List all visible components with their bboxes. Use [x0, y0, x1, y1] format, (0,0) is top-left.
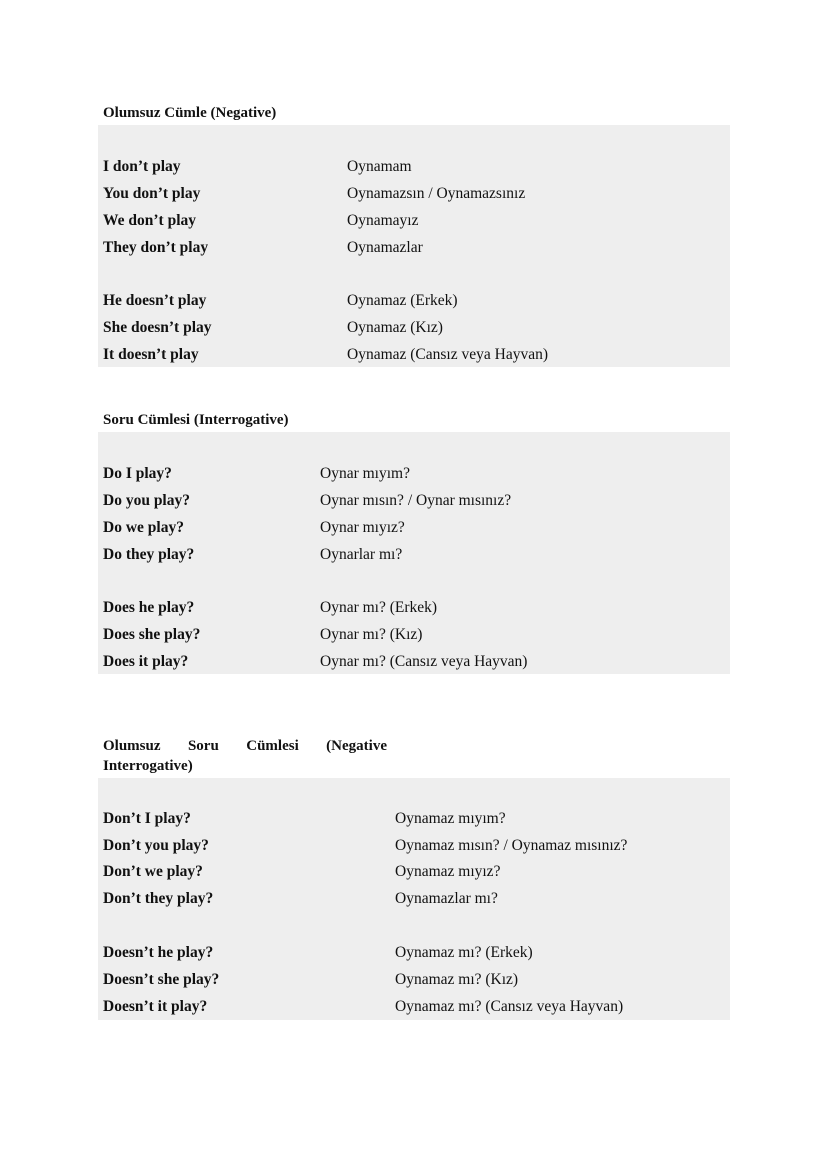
- turkish-translation: Oynamam: [347, 158, 412, 175]
- table-row: [98, 460, 730, 487]
- english-phrase: Don’t you play?: [103, 837, 209, 854]
- turkish-translation: Oynar mıyım?: [320, 465, 410, 482]
- english-phrase: You don’t play: [103, 185, 201, 202]
- table-row: [98, 885, 730, 912]
- turkish-translation: Oynamazsın / Oynamazsınız: [347, 185, 526, 202]
- english-phrase: She doesn’t play: [103, 319, 212, 336]
- english-phrase: It doesn’t play: [103, 346, 199, 363]
- english-phrase: Does it play?: [103, 653, 189, 670]
- table-row: [98, 621, 730, 648]
- section-heading-negative-interrogative: Olumsuz Soru Cümlesi (Negative Interrogative): [103, 738, 387, 774]
- table-row: [98, 993, 730, 1020]
- turkish-translation: Oynarlar mı?: [320, 546, 403, 563]
- turkish-translation: Oynamaz mı? (Erkek): [395, 944, 533, 961]
- table-row: [98, 939, 730, 966]
- english-phrase: Do they play?: [103, 546, 195, 563]
- english-phrase: He doesn’t play: [103, 292, 207, 309]
- conjugation-panel-negative-interrogative: [98, 778, 730, 1020]
- english-phrase: Doesn’t he play?: [103, 944, 214, 961]
- english-phrase: Doesn’t she play?: [103, 971, 220, 988]
- table-row: [98, 594, 730, 621]
- section-heading-interrogative: Soru Cümlesi (Interrogative): [103, 412, 289, 428]
- section-heading-negative: Olumsuz Cümle (Negative): [103, 105, 277, 121]
- english-phrase: They don’t play: [103, 239, 209, 256]
- turkish-translation: Oynar mı? (Erkek): [320, 599, 438, 616]
- turkish-translation: Oynamaz mıyız?: [395, 863, 501, 880]
- english-phrase: Don’t they play?: [103, 890, 214, 907]
- turkish-translation: Oynamaz mıyım?: [395, 810, 506, 827]
- turkish-translation: Oynamaz mı? (Cansız veya Hayvan): [395, 998, 624, 1015]
- table-row: [98, 966, 730, 993]
- table-row: [98, 541, 730, 568]
- english-phrase: Do we play?: [103, 519, 184, 536]
- turkish-translation: Oynamaz mı? (Kız): [395, 971, 519, 988]
- table-row: [98, 180, 730, 207]
- turkish-translation: Oynar mı? (Cansız veya Hayvan): [320, 653, 528, 670]
- turkish-translation: Oynamaz (Cansız veya Hayvan): [347, 346, 548, 363]
- table-row: [98, 514, 730, 541]
- table-row: [98, 648, 730, 675]
- table-row: [98, 287, 730, 314]
- table-row: [98, 207, 730, 234]
- table-row: [98, 234, 730, 261]
- english-phrase: I don’t play: [103, 158, 181, 175]
- english-phrase: Does she play?: [103, 626, 201, 643]
- table-row: [98, 858, 730, 885]
- conjugation-panel-negative: [98, 125, 730, 367]
- english-phrase: Do you play?: [103, 492, 190, 509]
- turkish-translation: Oynamayız: [347, 212, 419, 229]
- turkish-translation: Oynamaz (Erkek): [347, 292, 458, 309]
- table-row: [98, 314, 730, 341]
- english-phrase: Don’t we play?: [103, 863, 203, 880]
- english-phrase: We don’t play: [103, 212, 197, 229]
- turkish-translation: Oynamaz mısın? / Oynamaz mısınız?: [395, 837, 628, 854]
- turkish-translation: Oynar mı? (Kız): [320, 626, 423, 643]
- english-phrase: Doesn’t it play?: [103, 998, 208, 1015]
- table-row: [98, 832, 730, 859]
- english-phrase: Does he play?: [103, 599, 195, 616]
- table-row: [98, 487, 730, 514]
- turkish-translation: Oynamazlar: [347, 239, 423, 256]
- english-phrase: Do I play?: [103, 465, 172, 482]
- turkish-translation: Oynar mıyız?: [320, 519, 405, 536]
- english-phrase: Don’t I play?: [103, 810, 191, 827]
- conjugation-panel-interrogative: [98, 432, 730, 674]
- table-row: [98, 341, 730, 368]
- table-row: [98, 153, 730, 180]
- turkish-translation: Oynamazlar mı?: [395, 890, 498, 907]
- table-row: [98, 805, 730, 832]
- turkish-translation: Oynar mısın? / Oynar mısınız?: [320, 492, 512, 509]
- turkish-translation: Oynamaz (Kız): [347, 319, 443, 336]
